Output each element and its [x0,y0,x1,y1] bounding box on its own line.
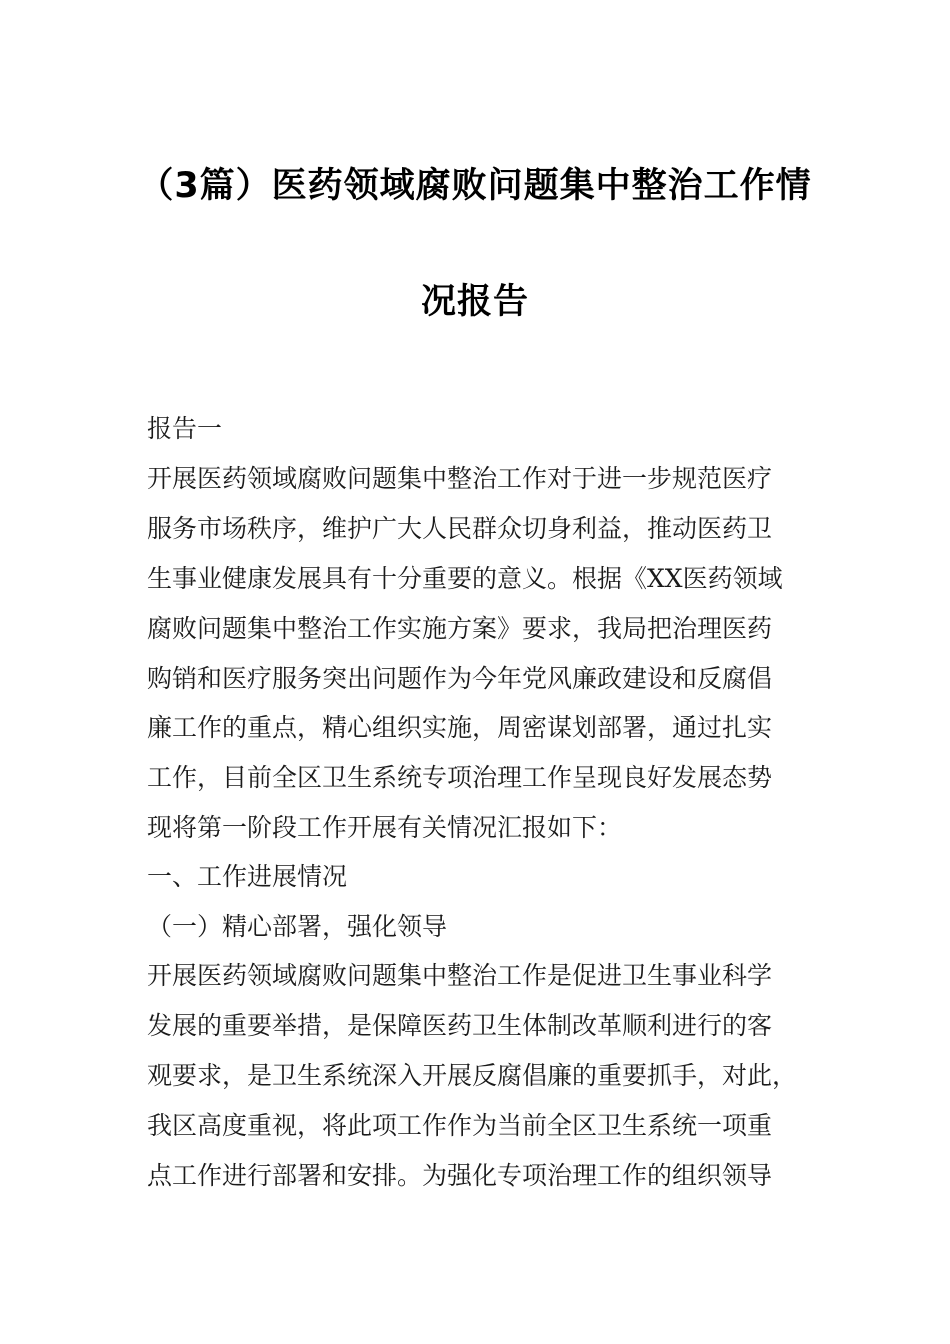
subsection-heading-1: （一）精心部署，强化领导 [147,912,448,941]
paragraph-2-line: 观要求，是卫生系统深入开展反腐倡廉的重要抓手，对此， [147,1061,798,1090]
paragraph-1-line: 廉工作的重点，精心组织实施，周密谋划部署，通过扎实 [147,713,773,742]
paragraph-1-line: 购销和医疗服务突出问题作为今年党风廉政建设和反腐倡 [147,664,773,693]
paragraph-2-line: 点工作进行部署和安排。为强化专项治理工作的组织领导 [147,1161,773,1190]
section-label: 报告一 [147,414,223,443]
paragraph-1-line: 开展医药领域腐败问题集中整治工作对于进一步规范医疗 [147,464,773,493]
paragraph-1-line: 服务市场秩序，维护广大人民群众切身利益，推动医药卫 [147,514,773,543]
paragraph-1-line: 现将第一阶段工作开展有关情况汇报如下： [147,813,623,842]
paragraph-1-line: 生事业健康发展具有十分重要的意义。根据《XX医药领域 [147,564,783,593]
paragraph-1-line: 腐败问题集中整治工作实施方案》要求，我局把治理医药 [147,614,773,643]
paragraph-2-line: 我区高度重视，将此项工作作为当前全区卫生系统一项重 [147,1111,773,1140]
document-title-line-1: （3篇）医药领域腐败问题集中整治工作情 [138,166,812,206]
paragraph-1-line: 工作，目前全区卫生系统专项治理工作呈现良好发展态势 [147,763,773,792]
section-heading-1: 一、工作进展情况 [147,862,348,891]
paragraph-2-line: 发展的重要举措，是保障医药卫生体制改革顺利进行的客 [147,1011,773,1040]
paragraph-2-line: 开展医药领域腐败问题集中整治工作是促进卫生事业科学 [147,961,773,990]
document-title-line-2: 况报告 [420,282,529,322]
